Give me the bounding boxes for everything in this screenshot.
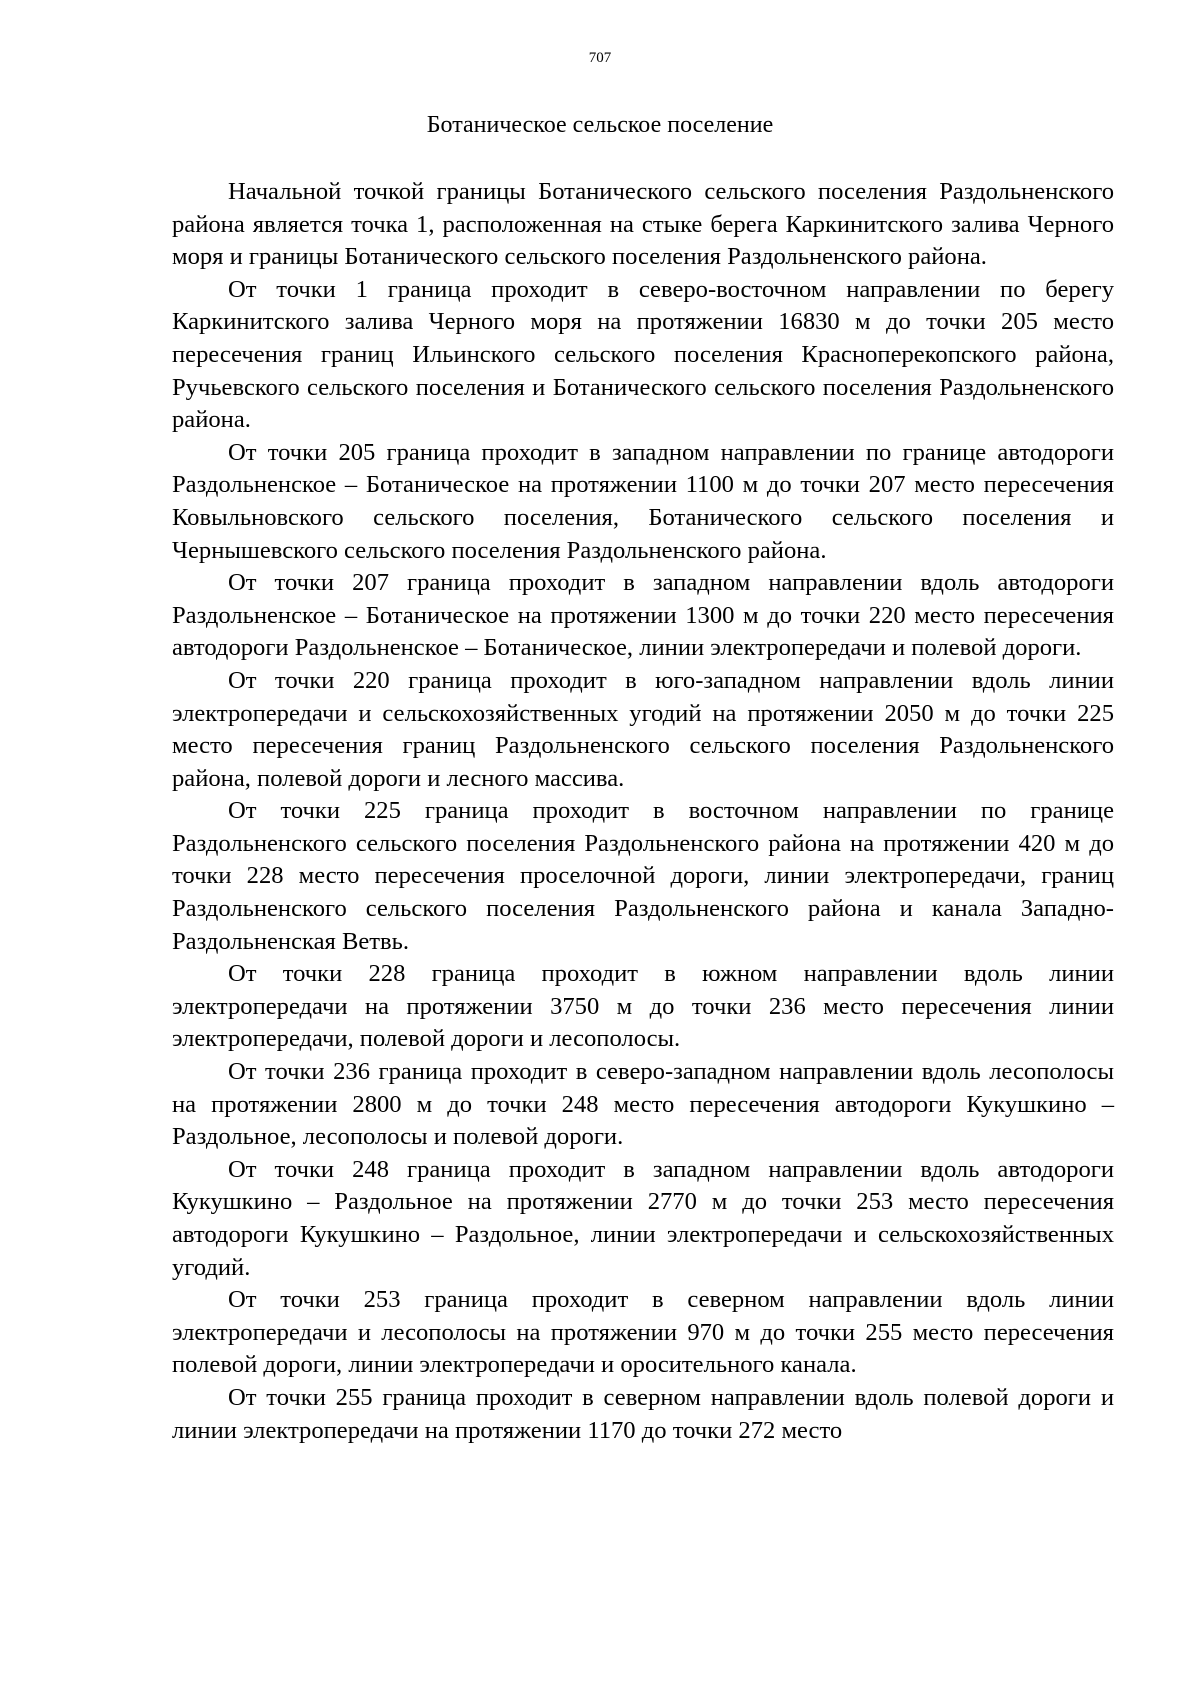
paragraph-point-236: От точки 236 граница проходит в северо-западном направлении вдоль лесополосы на протяжении 2800 м до точки 248 место пересечения автодороги Кукушкино – Раздольное, лесополосы и полевой дороги. xyxy=(172,1058,1114,1151)
paragraph-point-228: От точки 228 граница проходит в южном направлении вдоль линии электропередачи на протяжении 3750 м до точки 236 место пересечения линии электропередачи, полевой дороги и лесополосы. xyxy=(172,960,1114,1053)
page-number: 707 xyxy=(588,50,612,66)
paragraph-start-point: Начальной точкой границы Ботанического сельского поселения Раздольненского района является точка 1, расположенная на стыке берега Каркинитского залива Черного моря и границы Ботанического сельского поселения Раздольненского района. xyxy=(172,178,1114,271)
paragraph-point-248: От точки 248 граница проходит в западном направлении вдоль автодороги Кукушкино – Раздольное на протяжении 2770 м до точки 253 место пересечения автодороги Кукушкино – Раздольное, линии электропередачи и сельскохозяйственных угодий. xyxy=(172,1155,1114,1281)
paragraph-point-220: От точки 220 граница проходит в юго-западном направлении вдоль линии электропередачи и сельскохозяйственных угодий на протяжении 2050 м до точки 225 место пересечения границ Раздольненского сельского поселения Раздольненского района, полевой дороги и лесного массива. xyxy=(172,666,1114,792)
paragraph-point-205: От точки 205 граница проходит в западном направлении по границе автодороги Раздольненское – Ботаническое на протяжении 1100 м до точки 207 место пересечения Ковыльновского сельского поселения, Ботанического сельского поселения и Чернышевского сельского поселения Раздольненского района. xyxy=(172,438,1114,564)
paragraph-point-1: От точки 1 граница проходит в северо-восточном направлении по берегу Каркинитского залива Черного моря на протяжении 16830 м до точки 205 место пересечения границ Ильинского сельского поселения Красноперекопского района, Ручьевского сельского поселения и Ботанического сельского поселения Раздольненского района. xyxy=(172,275,1114,434)
paragraph-point-255: От точки 255 граница проходит в северном направлении вдоль полевой дороги и линии электропередачи на протяжении 1170 до точки 272 место xyxy=(172,1383,1114,1444)
paragraph-point-225: От точки 225 граница проходит в восточном направлении по границе Раздольненского сельского поселения Раздольненского района на протяжении 420 м до точки 228 место пересечения проселочной дороги, линии электропередачи, границ Раздольненского сельского поселения Раздольненского района и канала Западно-Раздольненская Ветвь. xyxy=(172,797,1114,955)
paragraph-point-253: От точки 253 граница проходит в северном направлении вдоль линии электропередачи и лесополосы на протяжении 970 м до точки 255 место пересечения полевой дороги, линии электропередачи и оросительного канала. xyxy=(172,1286,1114,1379)
page-title: Ботаническое сельское поселение xyxy=(426,112,774,138)
paragraph-point-207: От точки 207 граница проходит в западном направлении вдоль автодороги Раздольненское – Ботаническое на протяжении 1300 м до точки 220 место пересечения автодороги Раздольненское – Ботаническое, линии электропередачи и полевой дороги. xyxy=(172,569,1114,662)
document-body xyxy=(172,176,1114,1447)
